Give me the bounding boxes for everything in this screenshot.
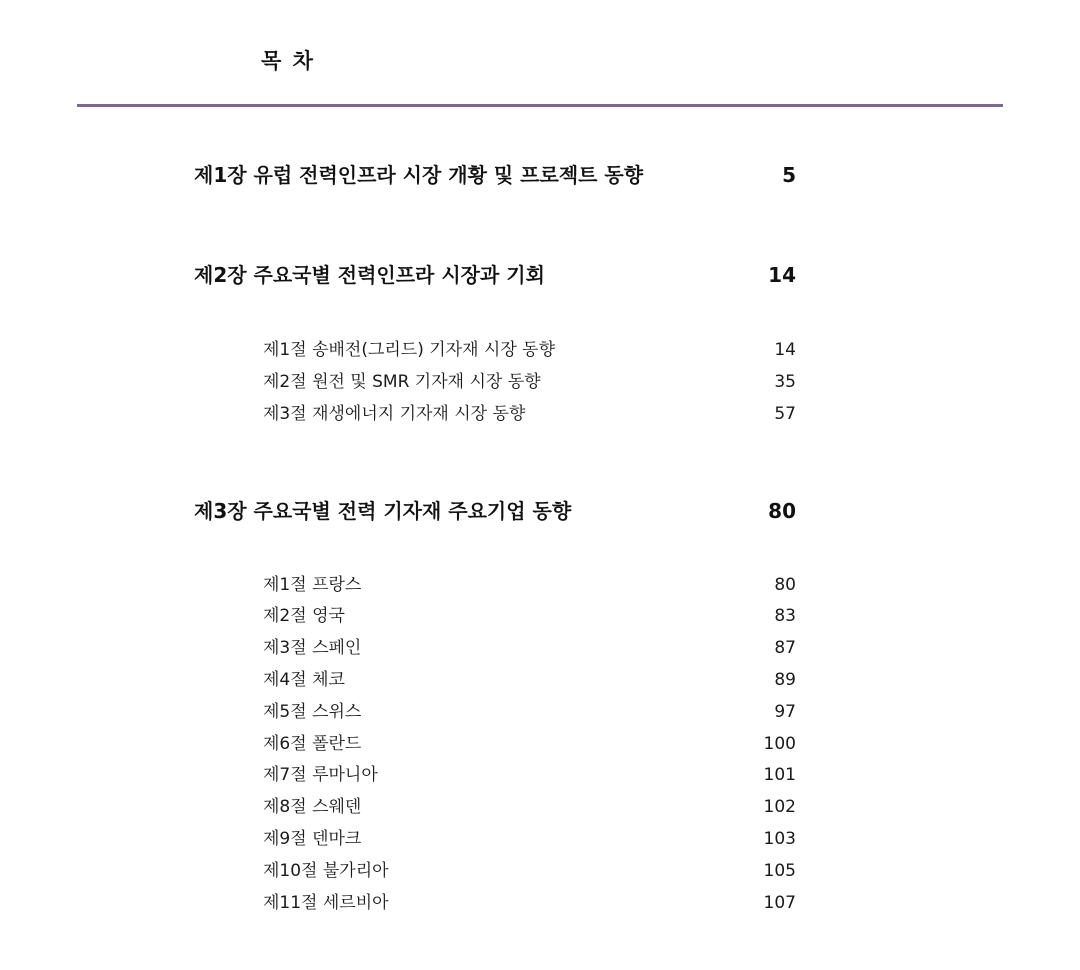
toc-section-3-1[interactable] — [263, 571, 796, 599]
toc-section-3-7[interactable] — [263, 761, 796, 789]
section-page-number: 97 — [774, 702, 796, 722]
toc-section-3-2[interactable] — [263, 602, 796, 630]
section-page-number: 103 — [763, 829, 796, 849]
toc-section-3-8[interactable] — [263, 793, 796, 821]
toc-section-3-4[interactable] — [263, 666, 796, 694]
section-page-number: 89 — [774, 670, 796, 690]
section-title: 제1절 프랑스 — [263, 575, 362, 595]
section-title: 제3절 재생에너지 기자재 시장 동향 — [263, 404, 526, 424]
section-page-number: 107 — [763, 893, 796, 913]
chapter-title: 제2장 주요국별 전력인프라 시장과 기회 — [194, 263, 545, 287]
section-page-number: 101 — [763, 765, 796, 785]
section-page-number: 57 — [774, 404, 796, 424]
section-page-number: 100 — [763, 734, 796, 754]
section-page-number: 83 — [774, 606, 796, 626]
toc-chapter-1[interactable] — [194, 160, 796, 190]
chapter-page-number: 80 — [768, 499, 796, 523]
section-title: 제6절 폴란드 — [263, 734, 362, 754]
section-title: 제4절 체코 — [263, 670, 345, 690]
toc-heading: 목 차 — [261, 49, 315, 73]
section-title: 제3절 스페인 — [263, 638, 362, 658]
section-title: 제10절 불가리아 — [263, 861, 389, 881]
section-page-number: 102 — [763, 797, 796, 817]
section-page-number: 14 — [774, 340, 796, 360]
section-page-number: 80 — [774, 575, 796, 595]
toc-section-2-3[interactable] — [263, 400, 796, 428]
section-page-number: 87 — [774, 638, 796, 658]
toc-chapter-2[interactable] — [194, 260, 796, 290]
toc-section-3-5[interactable] — [263, 698, 796, 726]
section-title: 제7절 루마니아 — [263, 765, 378, 785]
section-title: 제5절 스위스 — [263, 702, 362, 722]
section-title: 제11절 세르비아 — [263, 893, 389, 913]
section-title: 제2절 원전 및 SMR 기자재 시장 동향 — [263, 372, 541, 392]
toc-section-3-10[interactable] — [263, 857, 796, 885]
chapter-title: 제3장 주요국별 전력 기자재 주요기업 동향 — [194, 499, 572, 523]
chapter-page-number: 14 — [768, 263, 796, 287]
section-title: 제1절 송배전(그리드) 기자재 시장 동향 — [263, 340, 556, 360]
chapter-page-number: 5 — [782, 163, 796, 187]
toc-section-3-11[interactable] — [263, 889, 796, 917]
chapter-title: 제1장 유럽 전력인프라 시장 개황 및 프로젝트 동향 — [194, 163, 644, 187]
toc-section-2-1[interactable] — [263, 336, 796, 364]
toc-chapter-3[interactable] — [194, 496, 796, 526]
section-title: 제8절 스웨덴 — [263, 797, 362, 817]
section-page-number: 105 — [763, 861, 796, 881]
toc-section-3-3[interactable] — [263, 634, 796, 662]
section-title: 제2절 영국 — [263, 606, 345, 626]
heading-divider — [77, 104, 1003, 107]
toc-section-2-2[interactable] — [263, 368, 796, 396]
toc-section-3-9[interactable] — [263, 825, 796, 853]
toc-section-3-6[interactable] — [263, 730, 796, 758]
section-page-number: 35 — [774, 372, 796, 392]
section-title: 제9절 덴마크 — [263, 829, 362, 849]
